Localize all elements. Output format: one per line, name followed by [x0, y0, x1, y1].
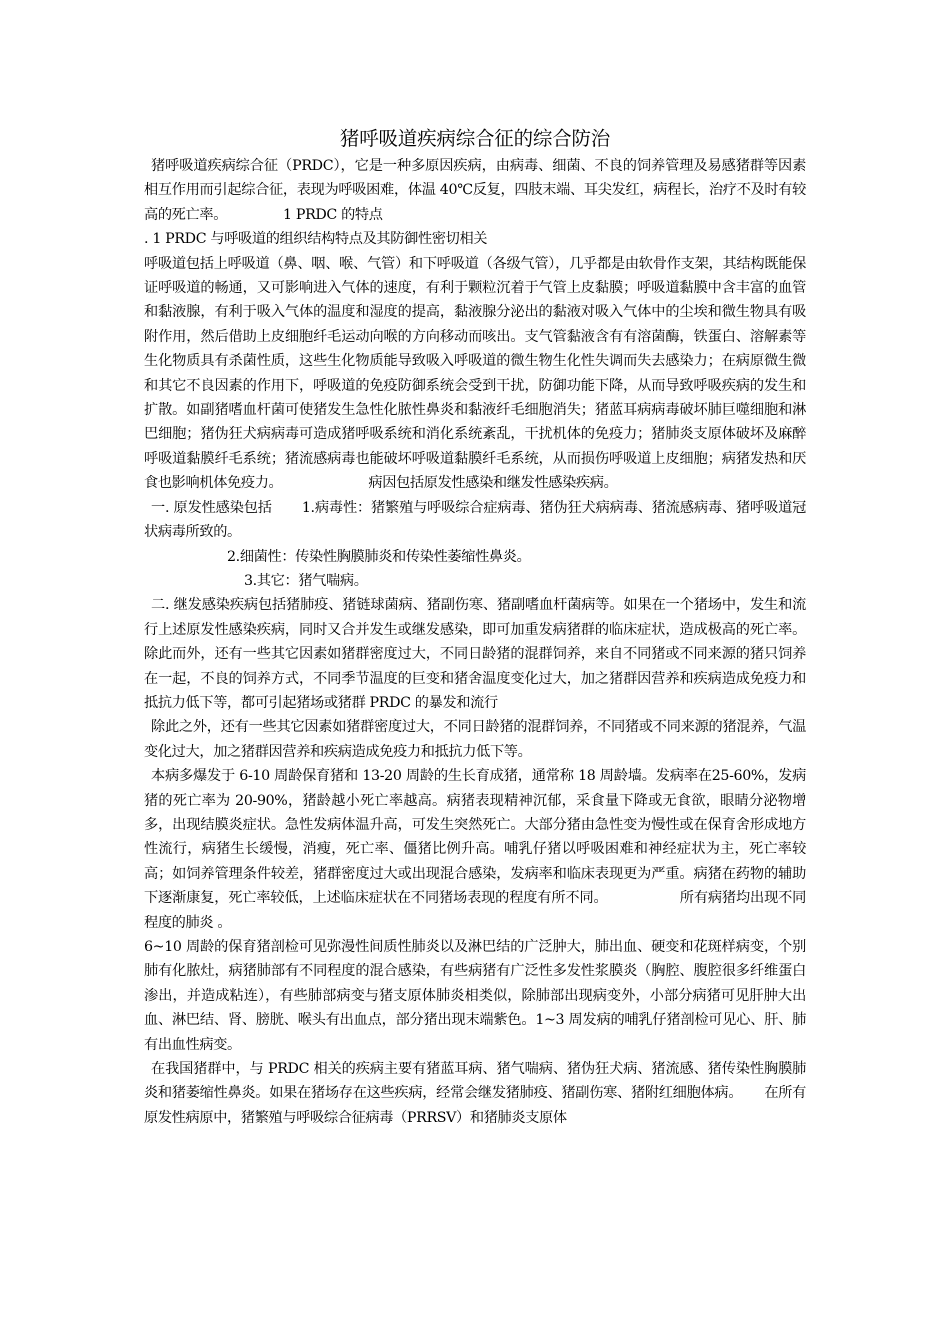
respiratory-structure-paragraph: [144, 252, 806, 496]
primary-infection-item-bacterial: 2.细菌性：传染性胸膜肺炎和传染性萎缩性鼻炎。: [227, 548, 531, 565]
intro-paragraph: [144, 154, 806, 227]
primary-infection-label: 一. 原发性感染包括: [151, 499, 272, 516]
primary-infection-item-viral: 1.病毒性：猪繁殖与呼吸综合症病毒、猪伪狂犬病病毒、猪流感病毒、猪呼吸道冠状病毒所致的。: [144, 499, 806, 541]
subheading-paragraph: . 1 PRDC 与呼吸道的组织结构特点及其防御性密切相关: [144, 231, 488, 248]
related-diseases-paragraph: [144, 1057, 806, 1130]
pneumonia-note: 所有病猪均出现不同程度的肺炎 。: [144, 890, 807, 931]
primary-infection-item-other: 3.其它：猪气喘病。: [244, 572, 368, 589]
related-diseases-text: 在我国猪群中，与 PRDC 相关的疾病主要有猪蓝耳病、猪气喘病、猪伪狂犬病、猪流感、猪传染性胸膜肺炎和猪萎缩性鼻炎。如果在猪场存在这些疾病，经常会继发猪肺疫、猪副伤寒、猪附红细胞体病。: [144, 1061, 806, 1102]
document-title: 猪呼吸道疾病综合征的综合防治: [339, 127, 611, 150]
secondary-infection-paragraph: 二. 继发感染疾病包括猪肺疫、猪链球菌病、猪副伤寒、猪副嗜血杆菌病等。如果在一个猪场中，发生和流行上述原发性感染疾病，同时又合并发生或继发感染，即可加重发病猪群的临床症状，造成极高的死亡率。除此而外，还有一些其它因素如猪群密度过大，不同日龄猪的混群饲养，来自不同猪或不同来源的猪只饲养在一起，不良的饲养方式，不同季节温度的巨变和猪舍温度变化过大，加之猪群因营养和疾病造成免疫力和抵抗力低下等，都可引起猪场或猪群 PRDC 的暴发和流行: [144, 597, 806, 711]
section-heading-prdc-features: 1 PRDC 的特点: [283, 206, 383, 223]
other-factors-paragraph: 除此之外，还有一些其它因素如猪群密度过大，不同日龄猪的混群饲养，不同猪或不同来源的猪混养，气温变化过大，加之猪群因营养和疾病造成免疫力和抵抗力低下等。: [144, 719, 806, 760]
intro-text: 猪呼吸道疾病综合征（PRDC），它是一种多原因疾病，由病毒、细菌、不良的饲养管理及易感猪群等因素相互作用而引起综合征，表现为呼吸困难，体温 40℃反复，四肢末端、耳尖发红，病程长，治疗不及时有较高的死亡率。: [144, 158, 806, 223]
pathology-paragraph: 6~10 周龄的保育猪剖检可见弥漫性间质性肺炎以及淋巴结的广泛肿大，肺出血、硬变和花斑样病变，个别肺有化脓灶，病猪肺部有不同程度的混合感染，有些病猪有广泛性多发性浆膜炎（胸腔、腹腔很多纤维蛋白渗出，并造成粘连），有些肺部病变与猪支原体肺炎相类似，除肺部出现病变外，小部分病猪可见肝肿大出血、淋巴结、肾、膀胱、喉头有出血点，部分猪出现末端紫色。1~3 周发病的哺乳仔猪剖检可见心、肝、肺有出血性病变。: [144, 939, 806, 1053]
respiratory-structure-text: 呼吸道包括上呼吸道（鼻、咽、喉、气管）和下呼吸道（各级气管），几乎都是由软骨作支架，其结构既能保证呼吸道的畅通，又可影响进入气体的速度，有利于颗粒沉着于气管上皮黏膜；呼吸道黏膜中含丰富的血管和黏液腺，有利于吸入气体的温度和湿度的提高，黏液腺分泌出的黏液对吸入气体中的尘埃和微生物具有吸附作用，然后借助上皮细胞纤毛运动向喉的方向移动而咳出。支气管黏液含有有溶菌酶，铁蛋白、溶解素等生化物质具有杀菌性质，这些生化物质能导致吸入呼吸道的微生物生化性失调而失去感染力；在病原微生微和其它不良因素的作用下，呼吸道的免疫防御系统会受到干扰，防御功能下降，从而导致呼吸疾病的发生和扩散。如副猪嗜血杆菌可使猪发生急性化脓性鼻炎和黏液纤毛细胞消失；猪蓝耳病病毒破坏肺巨噬细胞和淋巴细胞；猪伪狂犬病病毒可造成猪呼吸系统和消化系统紊乱，干扰机体的免疫力；猪肺炎支原体破坏及麻醉呼吸道黏膜纤毛系统；猪流感病毒也能破坏呼吸道黏膜纤毛系统，从而损伤呼吸道上皮细胞；病猪发热和厌食也影响机体免疫力。: [144, 255, 806, 492]
primary-infection-paragraph: [144, 496, 806, 545]
onset-symptoms-paragraph: [144, 764, 806, 935]
document-body: [144, 124, 806, 1130]
primary-pathogens-text: 在所有原发性病原中，猪繁殖与呼吸综合征病毒（PRRSV）和猪肺炎支原体: [144, 1085, 806, 1126]
etiology-text: 病因包括原发性感染和继发性感染疾病。: [368, 475, 618, 492]
onset-symptoms-text: 本病多爆发于 6-10 周龄保育猪和 13-20 周龄的生长育成猪，通常称 18 周龄墙。发病率在25-60%，发病猪的死亡率为 20-90%，猪龄越小死亡率越高。病猪表现精神沉郁，采食量下降或无食欲，眼睛分泌物增多，出现结膜炎症状。急性发病体温升高，可发生突然死亡。大部分猪由急性变为慢性或在保育舍形成地方性流行，病猪生长缓慢，消瘦，死亡率、僵猪比例升高。哺乳仔猪以呼吸困难和神经症状为主，死亡率较高；如饲养管理条件较差，猪群密度过大或出现混合感染，发病率和临床表现更为严重。病猪在药物的辅助下逐渐康复，死亡率较低，上述临床症状在不同猪场表现的程度有所不同。: [144, 768, 806, 907]
